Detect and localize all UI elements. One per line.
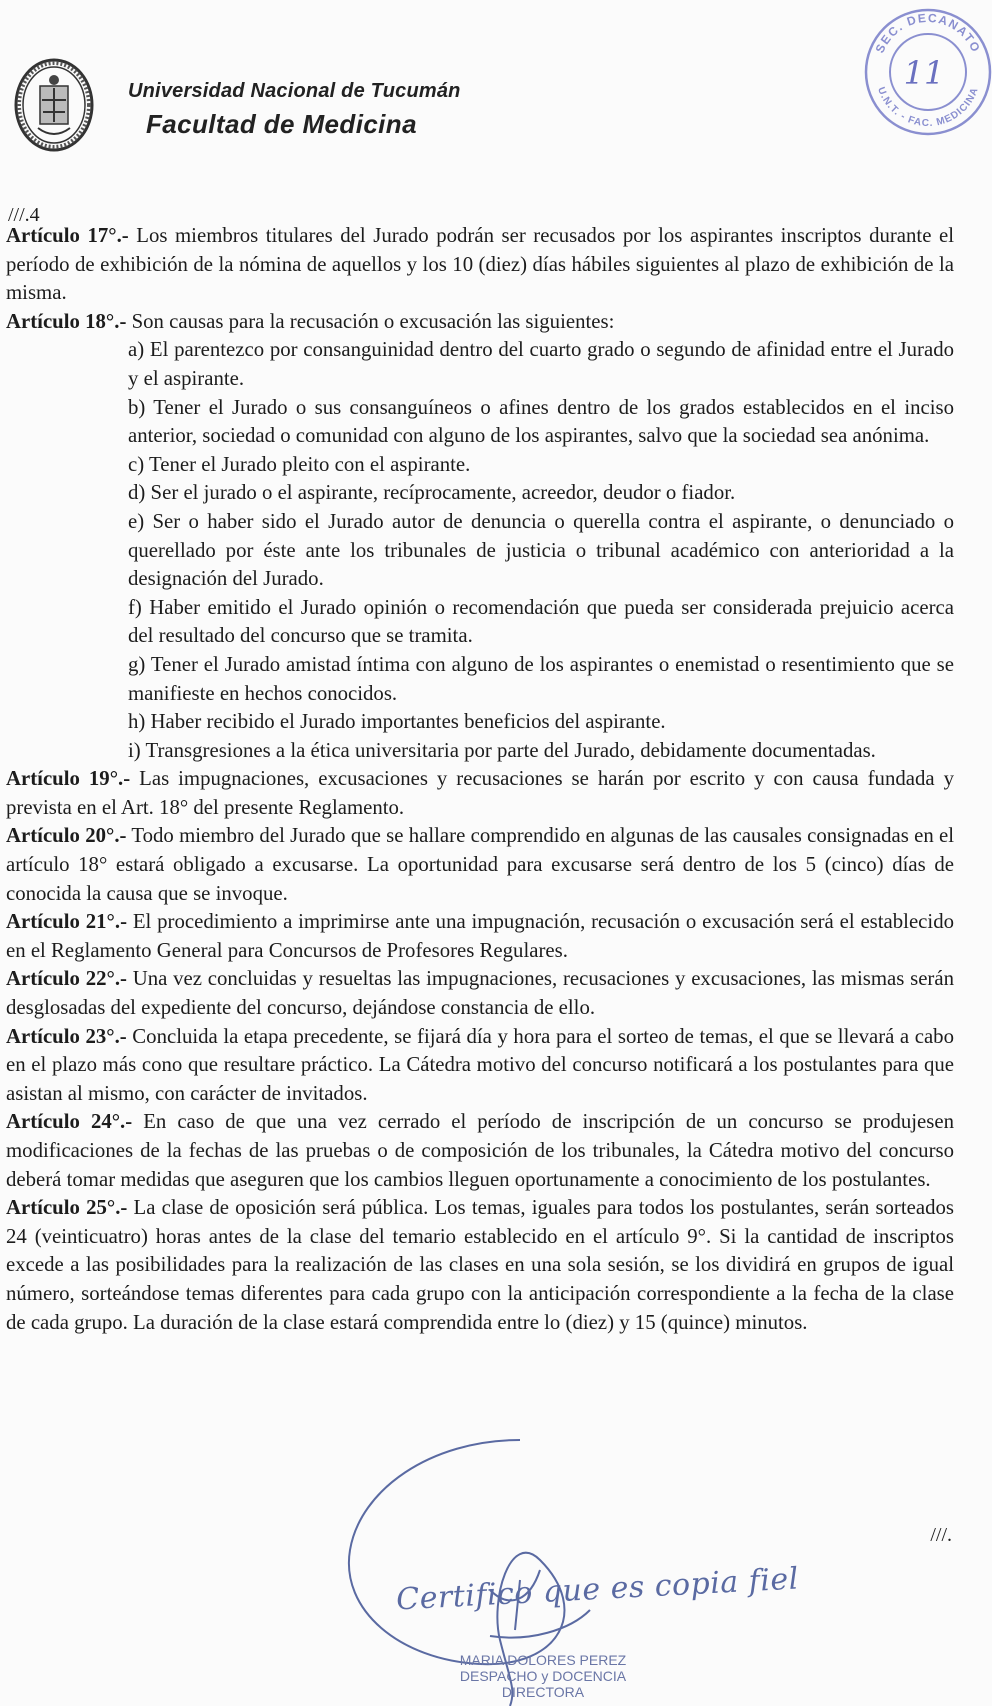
letterhead [128, 80, 461, 140]
list-item: h) Haber recibido el Jurado importantes beneficios del aspirante. [128, 710, 666, 734]
article-label: Artículo 23°.- [6, 1024, 127, 1048]
article-label: Artículo 18°.- [6, 309, 127, 333]
article-text: Son causas para la recusación o excusación las siguientes: [126, 309, 615, 333]
list-item: c) Tener el Jurado pleito con el aspirante. [128, 452, 471, 476]
article-label: Artículo 19°.- [6, 767, 131, 791]
article-text: En caso de que una vez cerrado el período de inscripción de un concurso se produjesen modificaciones de la fechas de las pruebas o de composición de los tribunales, la Cátedra motivo del concurso deberá tomar medidas que aseguren que los cambios lleguen oportunamente a conocimiento de los postulantes. [6, 1110, 954, 1191]
article-22 [6, 965, 954, 1022]
article-18-items [128, 336, 954, 765]
list-item: d) Ser el jurado o el aspirante, recíprocamente, acreedor, deudor o fiador. [128, 481, 736, 505]
article-text: Los miembros titulares del Jurado podrán ser recusados por los aspirantes inscriptos durante el período de exhibición de la nómina de aquellos y los 10 (diez) días hábiles siguientes al plazo de exhibición de la misma. [6, 224, 954, 305]
list-item: a) El parentezco por consanguinidad dentro del cuarto grado o segundo de afinidad entre el Jurado y el aspirante. [128, 338, 954, 390]
list-item: g) Tener el Jurado amistad íntima con alguno de los aspirantes o enemistad o resentimiento que se manifieste en hechos conocidos. [128, 652, 954, 705]
article-20 [6, 822, 954, 908]
certification-text: Certifico que es copia fiel [395, 1561, 800, 1618]
article-25 [6, 1194, 954, 1337]
list-item: b) Tener el Jurado o sus consanguíneos o afines dentro de los grados establecidos en el inciso anterior, sociedad o comunidad con alguno de los aspirantes, salvo que la sociedad sea anónima. [128, 395, 954, 448]
article-text: La clase de oposición será pública. Los temas, iguales para todos los postulantes, serán sorteados 24 (veinticuatro) horas antes de la clase del temario establecido en el artículo 9°. Si la cantidad de inscriptos excede a las posibilidades para la realización de las clases en una sola sesión, se los dividirá en grupos de igual número, sorteándose temas diferentes para cada grupo con la anticipación correspondiente a la fecha de la clase de cada grupo. La duración de la clase estará comprendida entre lo (diez) y 15 (quince) minutos. [6, 1196, 954, 1334]
article-17 [6, 222, 954, 308]
article-label: Artículo 22°.- [6, 967, 127, 991]
article-24 [6, 1108, 954, 1194]
article-text: Todo miembro del Jurado que se hallare comprendido en algunas de las causales consignadas en el artículo 18° estará obligado a excusarse. La oportunidad para excusarse será dentro de los 5 (cinco) días de conocida la causa que se invoque. [6, 824, 954, 905]
university-name: Universidad Nacional de Tucumán [128, 80, 461, 102]
article-label: Artículo 25°.- [6, 1196, 128, 1220]
signatory-name: MARIA DOLORES PEREZ [459, 1652, 627, 1668]
stamp-handwritten-number: 11 [903, 54, 945, 92]
page-reference: ///.4 [8, 204, 40, 226]
article-text: Las impugnaciones, excusaciones y recusaciones se harán por escrito y con causa fundada y prevista en el Art. 18° del presente Reglamento. [6, 767, 954, 819]
stamp-top-text: SEC. DECANATO [872, 10, 984, 56]
list-item: e) Ser o haber sido el Jurado autor de denuncia o querella contra el aspirante, o denunciado o querellado por éste ante los tribunales de justicia o tribunal académico con anterioridad a la designación del Jurado. [128, 509, 954, 591]
article-label: Artículo 17°.- [6, 224, 129, 247]
document-body [6, 202, 954, 1337]
article-label: Artículo 21°.- [6, 910, 127, 934]
list-item: i) Transgresiones a la ética universitaria por parte del Jurado, debidamente documentadas. [128, 738, 876, 762]
article-text: Una vez concluidas y resueltas las impugnaciones, recusaciones y excusaciones, las mismas serán desglosadas del expediente del concurso, dejándose constancia de ello. [6, 967, 954, 1020]
article-21 [6, 908, 954, 965]
article-19 [6, 765, 954, 822]
article-23 [6, 1023, 954, 1109]
signatory-block [428, 1652, 658, 1700]
continuation-mark: ///. [930, 1524, 952, 1546]
stamp-bottom-text: U.N.T. - FAC. MEDICINA [875, 85, 981, 130]
decanato-stamp [858, 2, 992, 142]
article-18 [6, 308, 954, 337]
faculty-name: Facultad de Medicina [146, 109, 417, 139]
article-label: Artículo 20°.- [6, 824, 127, 848]
signatory-department: DESPACHO y DOCENCIA [459, 1668, 627, 1684]
university-seal-icon [12, 56, 96, 154]
article-label: Artículo 24°.- [6, 1110, 133, 1134]
article-text: Concluida la etapa precedente, se fijará día y hora para el sorteo de temas, el que se llevará a cabo en el plazo más cono que resultare práctico. La Cátedra motivo del concurso notificará a los postulantes para que asistan al mismo, con carácter de invitados. [6, 1024, 954, 1105]
svg-text:SEC. DECANATO [873, 11, 984, 55]
list-item: f) Haber emitido el Jurado opinión o recomendación que pueda ser considerada prejuicio acerca del resultado del concurso que se tramita. [128, 595, 954, 648]
signatory-title: DIRECTORA [501, 1684, 585, 1700]
article-text: El procedimiento a imprimirse ante una impugnación, recusación o excusación será el establecido en el Reglamento General para Concursos de Profesores Regulares. [6, 910, 954, 962]
